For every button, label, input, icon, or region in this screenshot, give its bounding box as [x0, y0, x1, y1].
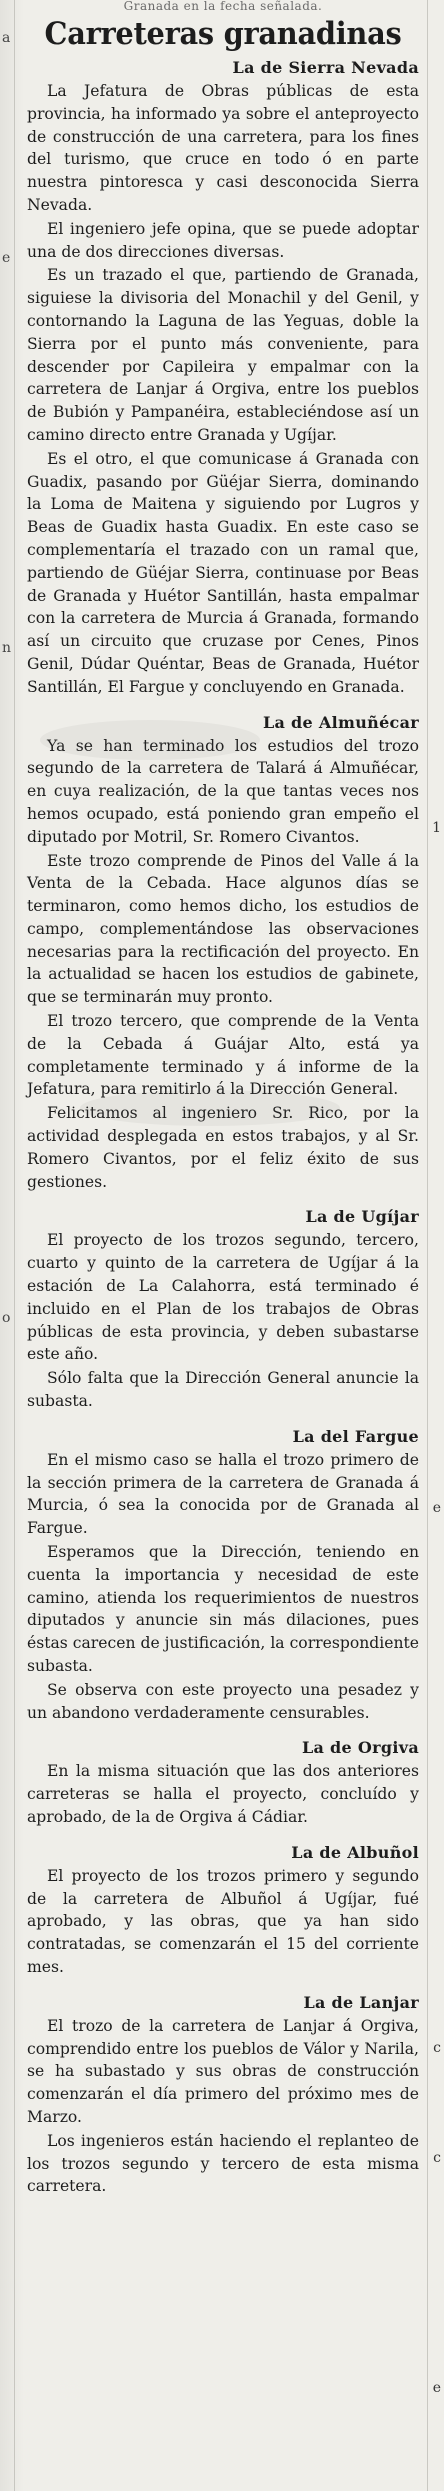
left-fragment: a [2, 30, 11, 46]
left-gutter [0, 0, 15, 2491]
paragraph: En la misma situación que las dos anteriores carreteras se halla el proyecto, concluído y aprobado, de la de Orgiva á Cádiar. [27, 1762, 419, 1826]
paragraph: El proyecto de los trozos primero y segundo de la carretera de Albuñol á Ugíjar, fué aprobado, y las obras, que ya han sido contratadas, se comenzarán el 15 del corriente mes. [27, 1866, 419, 1976]
paragraph: El trozo de la carretera de Lanjar á Orgiva, comprendido entre los pueblos de Válor y Narila, se ha subastado y sus obras de construcción comenzarán el día primero del próximo mes de Marzo. [27, 2016, 419, 2126]
paragraph: El ingeniero jefe opina, que se puede adoptar una de dos direcciones diversas. [27, 219, 419, 261]
previous-article-tail: Granada en la fecha señalada. [123, 0, 323, 12]
paragraph: Sólo falta que la Dirección General anuncie la subasta. [27, 1369, 419, 1411]
paragraph: Es el otro, el que comunicase á Granada con Guadix, pasando por Güéjar Sierra, dominando la Loma de Maitena y siguiendo por Lugros y Beas de Guadix hasta Guadix. En este caso se complementaría el trazado con un ramal que, partiendo de Güéjar Sierra, continuase por Beas de Granada y Huétor Santillán, hasta empalmar con la carretera de Murcia á Granada, formando así un circuito que cruzase por Cenes, Pinos Genil, Dúdar Quéntar, Beas de Granada, Huétor Santillán, El Fargue y concluyendo en Granada. [27, 449, 419, 696]
left-fragment: o [2, 1310, 11, 1326]
section-subhead-sierra-nevada: La de Sierra Nevada [232, 58, 419, 77]
article-column [27, 0, 419, 2198]
paragraph: Los ingenieros están haciendo el replanteo de los trozos segundo y tercero de esta misma carretera. [27, 2131, 419, 2196]
paragraph: El proyecto de los trozos segundo, tercero, cuarto y quinto de la carretera de Ugíjar á la estación de La Calahorra, está terminado é incluido en el Plan de los trabajos de Obras públicas de esta provincia, y deben subastarse este año. [27, 1231, 419, 1364]
left-fragment: n [2, 640, 12, 656]
section-subhead-almunecar: La de Almuñécar [262, 712, 419, 732]
right-fragment: c [433, 2150, 441, 2166]
right-fragment: c [433, 2040, 441, 2056]
paragraph: Felicitamos al ingeniero Sr. Rico, por la actividad desplegada en estos trabajos, y al Sr. Romero Civantos, por el feliz éxito de sus gestiones. [27, 1104, 419, 1191]
section-subhead-albunol: La de Albuñol [291, 1842, 419, 1862]
paragraph: Este trozo comprende de Pinos del Valle á la Venta de la Cebada. Hace algunos días se terminaron, como hemos dicho, los estudios de campo, complementándose las observaciones necesarias para la rectificación del proyecto. En la actualidad se hacen los estudios de gabinete, que se terminarán muy pronto. [27, 851, 419, 1007]
paragraph: Es un trazado el que, partiendo de Granada, siguiese la divisoria del Monachil y del Genil, y contornando la Laguna de las Yeguas, doble la Sierra por el punto más conveniente, para descender por Capileira y empalmar con la carretera de Lanjar á Orgiva, entre los pueblos de Bubión y Pampanéira, estableciéndose así un camino directo entre Granada y Ugíjar. [27, 266, 419, 444]
paragraph: En el mismo caso se halla el trozo primero de la sección primera de la carretera de Granada á Murcia, ó sea la conocida por de Granada al Fargue. [27, 1450, 419, 1538]
section-subhead-ugijar: La de Ugíjar [305, 1207, 419, 1227]
section-subhead-orgiva: La de Orgiva [301, 1738, 419, 1758]
paragraph: La Jefatura de Obras públicas de esta provincia, ha informado ya sobre el anteproyecto de construcción de una carretera, para los fines del turismo, que cruce en todo ó en parte nuestra pintoresca y casi desconocida Sierra Nevada. [27, 82, 419, 214]
section-subhead-lanjar: La de Lanjar [303, 1992, 419, 2012]
paragraph: Esperamos que la Dirección, teniendo en cuenta la importancia y necesidad de este camino, atienda los requerimientos de nuestros diputados y anuncie sin más dilaciones, pues éstas carecen de justificación, la correspondiente subasta. [27, 1543, 419, 1675]
right-edge [427, 0, 444, 2491]
section-subhead-fargue: La del Fargue [292, 1426, 419, 1446]
paragraph: Se observa con este proyecto una pesadez y un abandono verdaderamente censurables. [27, 1680, 419, 1722]
left-fragment: e [2, 250, 11, 266]
right-fragment: e [432, 1500, 441, 1516]
paragraph: El trozo tercero, que comprende de la Venta de la Cebada á Guájar Alto, está ya completamente terminado y á informe de la Jefatura, para remitirlo á la Dirección General. [27, 1012, 419, 1099]
paragraph: Ya se han terminado los estudios del trozo segundo de la carretera de Talará á Almuñécar, en cuya realización, de la que tantas veces nos hemos ocupado, está poniendo gran empeño el diputado por Motril, Sr. Romero Civantos. [27, 736, 419, 846]
article-headline: Carreteras granadinas [44, 16, 402, 52]
right-fragment: 1 [432, 820, 441, 836]
right-fragment: e [432, 2380, 441, 2396]
